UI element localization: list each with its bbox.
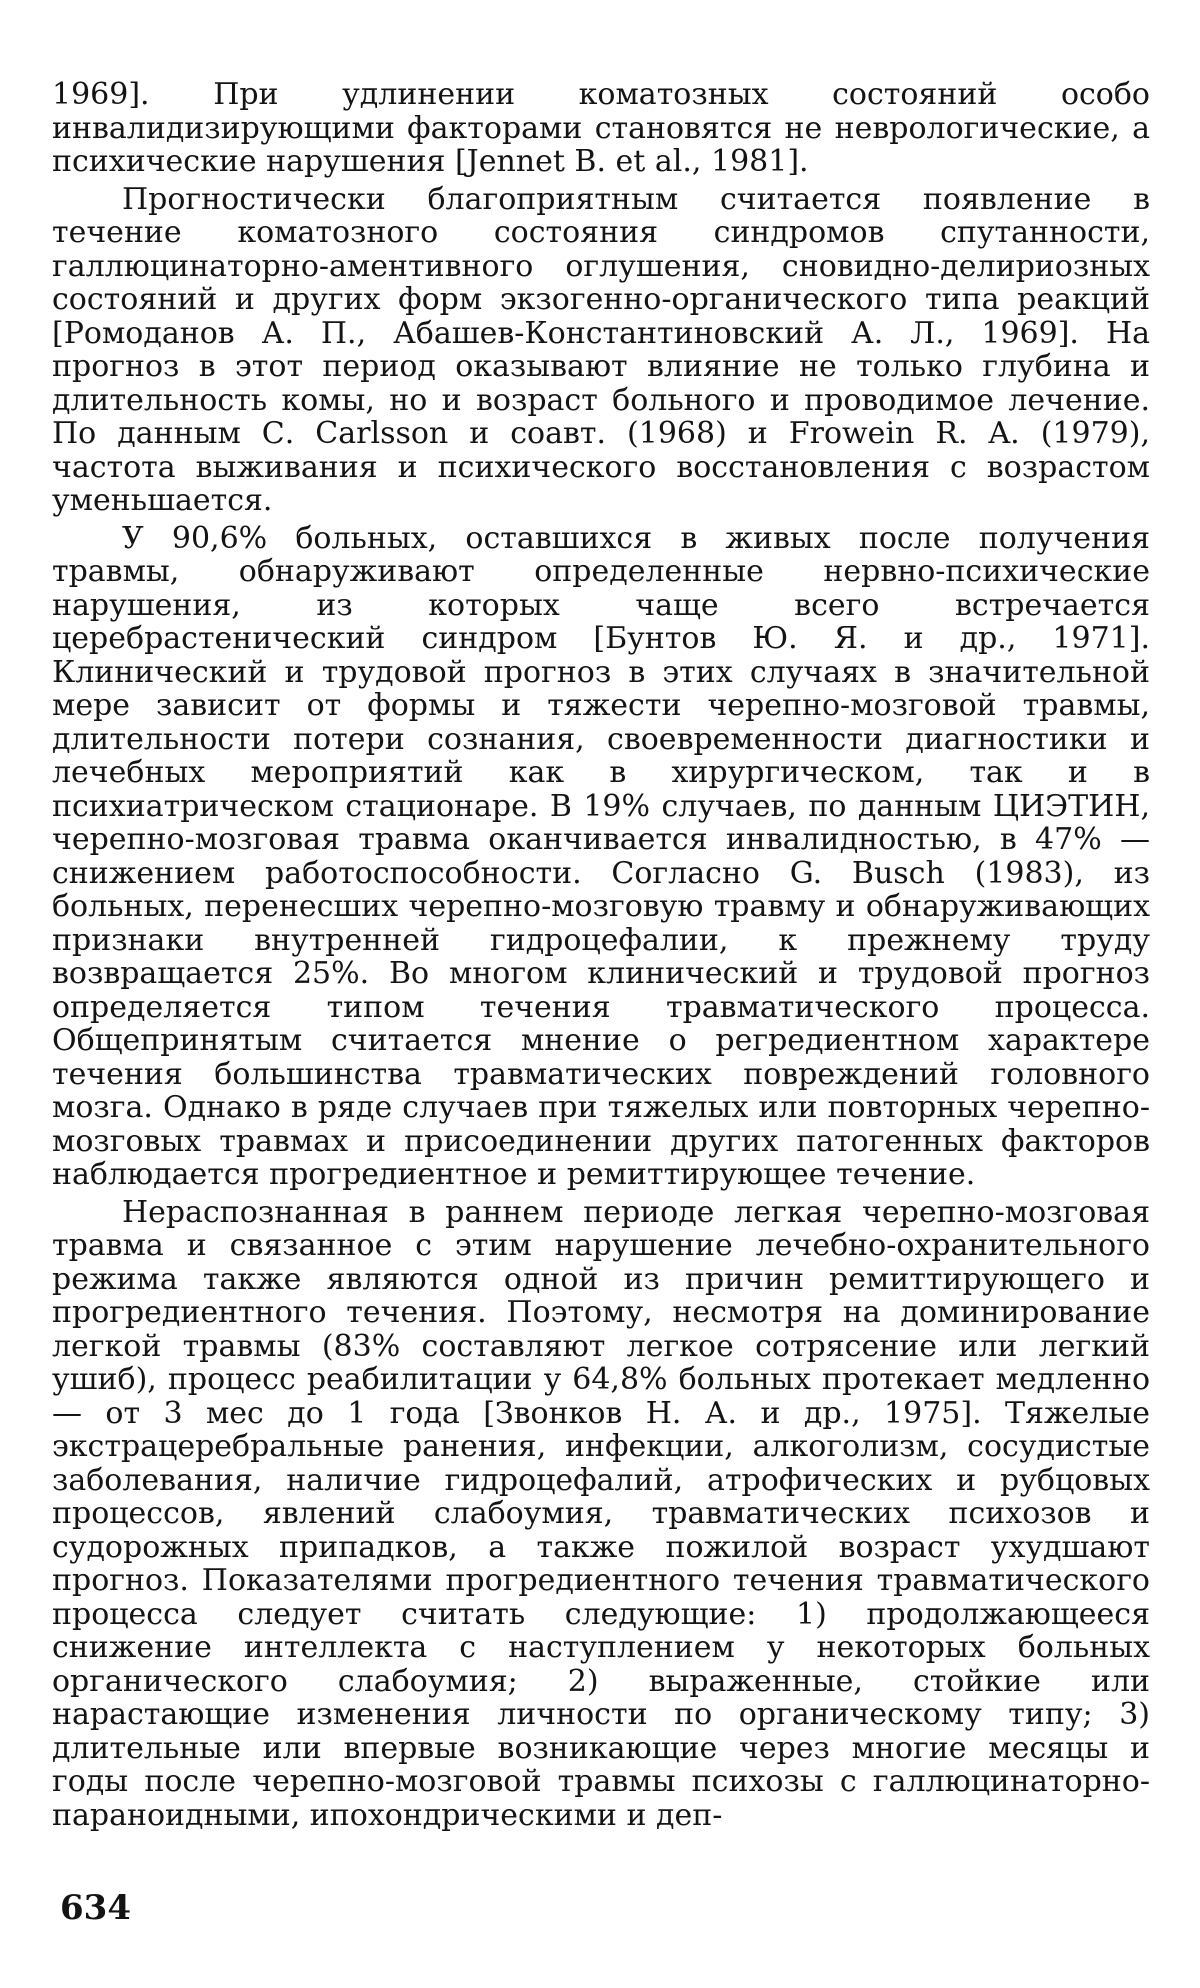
- paragraph-neuropsychiatric-disorders: У 90,6% больных, оставшихся в живых после получения травмы, обнаруживают определенные нервно-психические нарушения, из которых чаще всего встречается церебрастенический синдром [Бунтов Ю. Я. и др., 1971]. Клинический и трудовой прогноз в этих случаях в значительной мере зависит от формы и тяжести черепно-мозговой травмы, длительности потери сознания, своевременности диагностики и лечебных мероприятий как в хирургическом, так и в психиатрическом стационаре. В 19% случаев, по данным ЦИЭТИН, черепно-мозговая травма оканчивается инвалидностью, в 47% — снижением работоспособности. Согласно G. Busch (1983), из больных, перенесших черепно-мозговую травму и обнаруживающих признаки внутренней гидроцефалии, к прежнему труду возвращается 25%. Во многом клинический и трудовой прогноз определяется типом течения травматического процесса. Общепринятым считается мнение о регредиентном характере течения большинства травматических повреждений головного мозга. Однако в ряде случаев при тяжелых или повторных черепно-мозговых травмах и присоединении других патогенных факторов наблюдается прогредиентное и ремиттирующее течение.: [52, 520, 1150, 1192]
- page-number: 634: [60, 1888, 131, 1928]
- page-body: [52, 78, 1150, 1836]
- paragraph-continuation: 1969]. При удлинении коматозных состояний особо инвалидизирующими факторами становятся не неврологические, а психические нарушения [Jennet B. et al., 1981].: [52, 77, 1150, 179]
- paragraph-unrecognized-trauma: Нераспознанная в раннем периоде легкая черепно-мозговая травма и связанное с этим нарушение лечебно-охранительного режима также являются одной из причин ремиттирующего и прогредиентного течения. Поэтому, несмотря на доминирование легкой травмы (83% составляют легкое сотрясение или легкий ушиб), процесс реабилитации у 64,8% больных протекает медленно — от 3 мес до 1 года [Звонков Н. А. и др., 1975]. Тяжелые экстрацеребральные ранения, инфекции, алкоголизм, сосудистые заболевания, наличие гидроцефалий, атрофических и рубцовых процессов, явлений слабоумия, травматических психозов и судорожных припадков, а также пожилой возраст ухудшают прогноз. Показателями прогредиентного течения травматического процесса следует считать следующие: 1) продолжающееся снижение интеллекта с наступлением у некоторых больных органического слабоумия; 2) выраженные, стойкие или нарастающие изменения личности по органическому типу; 3) длительные или впервые возникающие через многие месяцы и годы после черепно-мозговой травмы психозы с галлюцинаторно-параноидными, ипохондрическими и деп-: [52, 1194, 1150, 1833]
- paragraph-prognosis-coma: Прогностически благоприятным считается появление в течение коматозного состояния синдромов спутанности, галлюцинаторно-аментивного оглушения, сновидно-делириозных состояний и других форм экзогенно-органического типа реакций [Ромоданов А. П., Абашев-Константиновский А. Л., 1969]. На прогноз в этот период оказывают влияние не только глубина и длительность комы, но и возраст больного и проводимое лечение. По данным С. Carlsson и соавт. (1968) и Frowein R. A. (1979), частота выживания и психического восстановления с возрастом уменьшается.: [52, 181, 1150, 518]
